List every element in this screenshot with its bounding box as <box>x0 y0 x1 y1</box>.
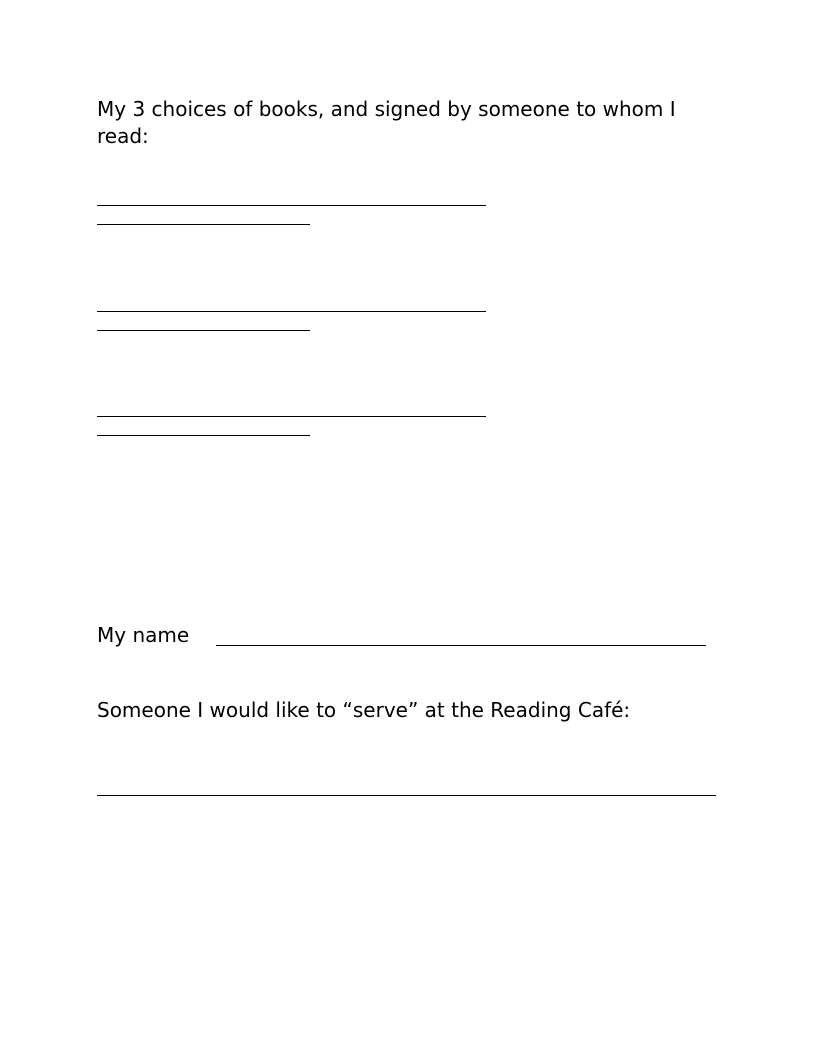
my-name-line[interactable] <box>216 645 706 646</box>
book-3-title-line[interactable] <box>97 416 486 417</box>
book-1-signature-line[interactable] <box>97 224 310 225</box>
book-2-title-line[interactable] <box>97 311 486 312</box>
my-name-label: My name <box>97 623 190 647</box>
book-1-title-line[interactable] <box>97 205 486 206</box>
serve-name-line[interactable] <box>97 795 716 796</box>
serve-prompt: Someone I would like to “serve” at the Reading Café: <box>97 698 631 722</box>
book-2-signature-line[interactable] <box>97 330 310 331</box>
book-3-signature-line[interactable] <box>97 435 310 436</box>
book-choices-prompt: My 3 choices of books, and signed by someone to whom I read: <box>97 97 676 148</box>
